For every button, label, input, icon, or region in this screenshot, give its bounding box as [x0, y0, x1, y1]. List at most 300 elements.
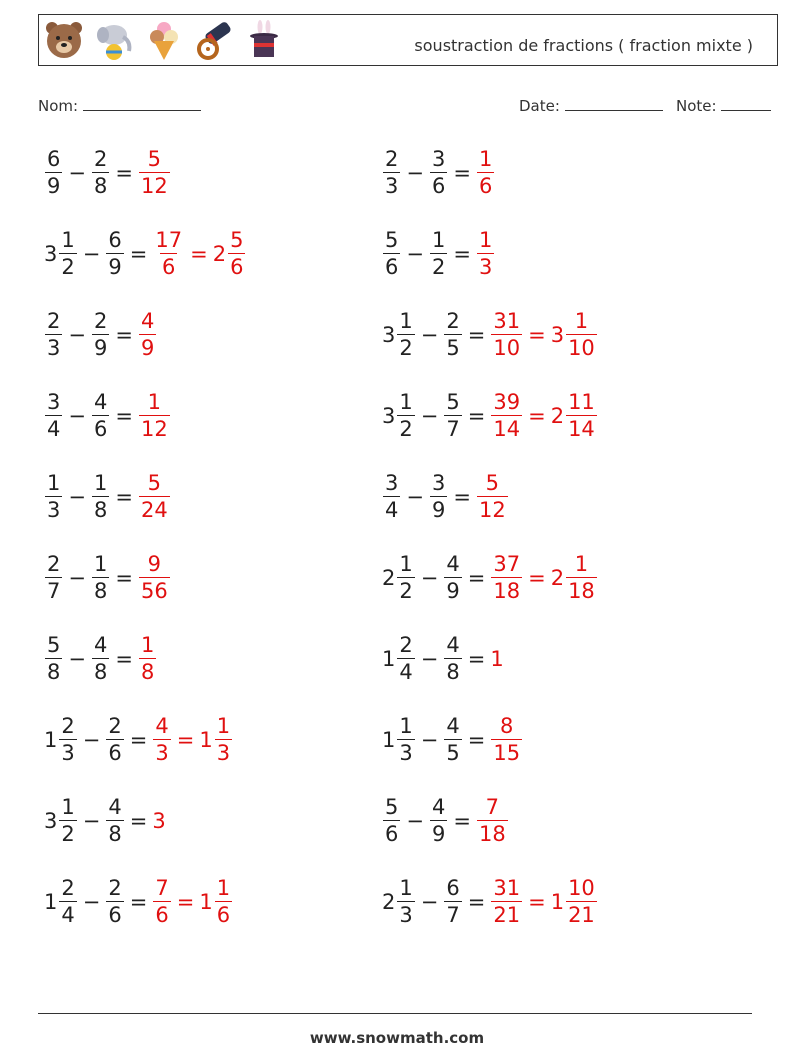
- problem-row: [44, 791, 167, 851]
- equals-sign: =: [467, 323, 486, 347]
- problem-row: [382, 386, 598, 446]
- denominator: 6: [230, 255, 244, 279]
- whole-number: 1: [550, 890, 565, 914]
- fraction: [444, 392, 461, 440]
- denominator: 5: [446, 741, 460, 765]
- fraction: [139, 554, 170, 602]
- fraction: [491, 311, 522, 359]
- numerator: 1: [140, 633, 155, 657]
- denominator: 6: [108, 741, 122, 765]
- problem-row: [382, 305, 598, 365]
- fraction: [92, 149, 109, 197]
- minus-sign: −: [68, 485, 86, 509]
- denominator: 2: [399, 417, 413, 441]
- whole-number: 1: [490, 647, 504, 671]
- minus-sign: −: [420, 728, 439, 752]
- denominator: 18: [493, 579, 521, 603]
- denominator: 2: [399, 336, 413, 360]
- minus-sign: −: [68, 323, 86, 347]
- denominator: 8: [93, 174, 108, 198]
- numerator: 3: [385, 471, 399, 495]
- denominator: 3: [155, 741, 169, 765]
- circus-elephant-icon: [93, 19, 135, 61]
- numerator: 2: [108, 714, 122, 738]
- numerator: 4: [93, 390, 108, 414]
- fraction: [45, 311, 62, 359]
- fraction: [491, 392, 522, 440]
- fraction: [444, 878, 461, 926]
- numerator: 37: [493, 552, 521, 576]
- minus-sign: −: [420, 566, 439, 590]
- numerator: 3: [431, 471, 446, 495]
- denominator: 4: [385, 498, 399, 522]
- denominator: 4: [399, 660, 413, 684]
- problem-row: [44, 629, 157, 689]
- denominator: 9: [446, 579, 460, 603]
- equals-sign: =: [129, 728, 148, 752]
- denominator: 9: [140, 336, 155, 360]
- fraction: [45, 554, 62, 602]
- whole-number: 2: [382, 566, 396, 590]
- fraction: [491, 716, 522, 764]
- minus-sign: −: [406, 485, 424, 509]
- numerator: 1: [61, 795, 75, 819]
- numerator: 1: [61, 228, 75, 252]
- denominator: 9: [93, 336, 108, 360]
- equals-sign: =: [453, 242, 471, 266]
- equals-sign: =: [129, 809, 148, 833]
- fraction: [383, 149, 400, 197]
- denominator: 7: [446, 903, 460, 927]
- numerator: 2: [61, 876, 75, 900]
- numerator: 1: [93, 552, 108, 576]
- denominator: 12: [140, 174, 168, 198]
- denominator: 4: [61, 903, 75, 927]
- numerator: 6: [446, 876, 460, 900]
- footer-divider: [38, 1013, 752, 1014]
- numerator: 3: [431, 147, 446, 171]
- denominator: 3: [47, 336, 61, 360]
- fraction: [59, 230, 76, 278]
- equals-sign: =: [190, 242, 208, 266]
- fraction: [397, 878, 414, 926]
- whole-number: 1: [199, 728, 213, 752]
- numerator: 2: [61, 714, 75, 738]
- numerator: 9: [147, 552, 162, 576]
- minus-sign: −: [82, 809, 101, 833]
- denominator: 9: [431, 498, 446, 522]
- fraction: [92, 635, 109, 683]
- equals-sign: =: [115, 323, 133, 347]
- denominator: 6: [385, 255, 399, 279]
- problem-row: [44, 305, 157, 365]
- denominator: 6: [478, 174, 493, 198]
- fraction: [397, 716, 414, 764]
- whole-number: 1: [382, 728, 396, 752]
- numerator: 2: [385, 147, 399, 171]
- denominator: 12: [140, 417, 168, 441]
- numerator: 2: [399, 633, 413, 657]
- footer-url: www.snowmath.com: [309, 1029, 485, 1047]
- numerator: 2: [108, 876, 122, 900]
- header-icons: [43, 19, 285, 63]
- denominator: 3: [61, 741, 75, 765]
- whole-number: 3: [44, 242, 58, 266]
- whole-number: 3: [382, 323, 396, 347]
- denominator: 3: [385, 174, 399, 198]
- fraction: [397, 635, 414, 683]
- fraction: [59, 716, 76, 764]
- denominator: 3: [47, 498, 61, 522]
- fraction: [444, 716, 461, 764]
- fraction: [477, 473, 508, 521]
- equals-sign: =: [467, 404, 486, 428]
- minus-sign: −: [420, 323, 439, 347]
- problem-row: [382, 629, 505, 689]
- denominator: 21: [568, 903, 595, 927]
- fraction: [430, 797, 447, 845]
- numerator: 6: [47, 147, 61, 171]
- problem-row: [44, 548, 171, 608]
- denominator: 8: [446, 660, 460, 684]
- numerator: 2: [47, 309, 61, 333]
- fraction: [566, 392, 597, 440]
- numerator: 1: [574, 309, 589, 333]
- denominator: 6: [155, 903, 169, 927]
- numerator: 4: [446, 714, 460, 738]
- denominator: 8: [47, 660, 61, 684]
- equals-sign: =: [528, 566, 546, 590]
- fraction: [139, 392, 170, 440]
- denominator: 12: [478, 498, 506, 522]
- problem-row: [44, 872, 233, 932]
- fraction: [59, 797, 76, 845]
- numerator: 5: [230, 228, 244, 252]
- numerator: 17: [155, 228, 183, 252]
- denominator: 4: [47, 417, 61, 441]
- minus-sign: −: [406, 161, 424, 185]
- numerator: 1: [478, 228, 493, 252]
- numerator: 1: [216, 714, 231, 738]
- numerator: 5: [385, 228, 399, 252]
- numerator: 1: [574, 552, 589, 576]
- fraction: [566, 878, 597, 926]
- denominator: 10: [493, 336, 521, 360]
- name-blank-line: [83, 96, 201, 111]
- numerator: 1: [147, 390, 162, 414]
- problem-row: [44, 467, 171, 527]
- fraction: [106, 878, 123, 926]
- numerator: 1: [478, 147, 493, 171]
- fraction: [153, 230, 184, 278]
- numerator: 7: [155, 876, 169, 900]
- minus-sign: −: [420, 647, 439, 671]
- fraction: [92, 473, 109, 521]
- fraction: [215, 716, 232, 764]
- numerator: 4: [446, 633, 460, 657]
- denominator: 9: [108, 255, 122, 279]
- denominator: 9: [47, 174, 61, 198]
- denominator: 7: [47, 579, 61, 603]
- numerator: 2: [446, 309, 460, 333]
- whole-number: 2: [550, 404, 565, 428]
- fraction: [139, 311, 156, 359]
- fraction: [228, 230, 245, 278]
- equals-sign: =: [176, 728, 195, 752]
- numerator: 31: [493, 309, 521, 333]
- minus-sign: −: [406, 242, 424, 266]
- fraction: [566, 554, 597, 602]
- numerator: 1: [93, 471, 108, 495]
- denominator: 2: [61, 822, 75, 846]
- numerator: 2: [93, 147, 108, 171]
- numerator: 1: [216, 876, 231, 900]
- fraction: [92, 311, 109, 359]
- denominator: 3: [216, 741, 231, 765]
- equals-sign: =: [467, 566, 486, 590]
- equals-sign: =: [467, 647, 486, 671]
- fraction: [430, 473, 447, 521]
- equals-sign: =: [115, 485, 133, 509]
- note-field: [676, 96, 771, 115]
- whole-number: 2: [550, 566, 565, 590]
- denominator: 2: [399, 579, 413, 603]
- equals-sign: =: [453, 485, 471, 509]
- denominator: 6: [385, 822, 399, 846]
- problem-row: [382, 791, 509, 851]
- fraction: [397, 311, 414, 359]
- fraction: [106, 230, 123, 278]
- denominator: 9: [431, 822, 446, 846]
- numerator: 1: [399, 552, 413, 576]
- problem-row: [382, 872, 598, 932]
- denominator: 8: [93, 579, 108, 603]
- numerator: 4: [140, 309, 155, 333]
- fraction: [430, 230, 447, 278]
- denominator: 18: [568, 579, 595, 603]
- whole-number: 1: [44, 890, 58, 914]
- fraction: [59, 878, 76, 926]
- denominator: 2: [61, 255, 75, 279]
- fraction: [153, 878, 170, 926]
- fraction: [153, 716, 170, 764]
- ice-cream-icon: [143, 19, 185, 61]
- whole-number: 1: [199, 890, 213, 914]
- fraction: [45, 392, 62, 440]
- denominator: 8: [93, 660, 108, 684]
- denominator: 3: [478, 255, 493, 279]
- equals-sign: =: [129, 242, 148, 266]
- numerator: 1: [399, 309, 413, 333]
- whole-number: 3: [152, 809, 166, 833]
- numerator: 7: [485, 795, 500, 819]
- minus-sign: −: [68, 161, 86, 185]
- denominator: 18: [478, 822, 506, 846]
- minus-sign: −: [82, 728, 101, 752]
- fraction: [45, 149, 62, 197]
- whole-number: 3: [550, 323, 565, 347]
- numerator: 3: [47, 390, 61, 414]
- fraction: [477, 149, 494, 197]
- equals-sign: =: [115, 566, 133, 590]
- whole-number: 1: [44, 728, 58, 752]
- numerator: 4: [155, 714, 169, 738]
- fraction: [139, 149, 170, 197]
- equals-sign: =: [453, 161, 471, 185]
- denominator: 2: [431, 255, 446, 279]
- numerator: 5: [446, 390, 460, 414]
- denominator: 14: [493, 417, 521, 441]
- problem-row: [382, 143, 495, 203]
- numerator: 4: [93, 633, 108, 657]
- note-label: Note:: [676, 97, 717, 115]
- denominator: 10: [568, 336, 595, 360]
- numerator: 6: [108, 228, 122, 252]
- fraction: [444, 635, 461, 683]
- fraction: [92, 554, 109, 602]
- problem-row: [44, 224, 246, 284]
- problem-row: [44, 710, 233, 770]
- denominator: 8: [140, 660, 155, 684]
- denominator: 24: [140, 498, 168, 522]
- date-label: Date:: [519, 97, 560, 115]
- equals-sign: =: [528, 404, 546, 428]
- fraction: [92, 392, 109, 440]
- date-field: [519, 96, 663, 115]
- numerator: 31: [493, 876, 521, 900]
- problem-row: [382, 467, 509, 527]
- cannon-icon: [193, 19, 235, 61]
- fraction: [491, 878, 522, 926]
- numerator: 11: [568, 390, 595, 414]
- equals-sign: =: [453, 809, 471, 833]
- numerator: 5: [385, 795, 399, 819]
- denominator: 8: [108, 822, 122, 846]
- numerator: 5: [47, 633, 61, 657]
- note-blank-line: [721, 96, 771, 111]
- denominator: 6: [93, 417, 108, 441]
- worksheet-header: [38, 14, 778, 66]
- fraction: [106, 797, 123, 845]
- worksheet-title: soustraction de fractions ( fraction mixte ): [414, 36, 753, 55]
- whole-number: 2: [382, 890, 396, 914]
- date-blank-line: [565, 96, 663, 111]
- numerator: 1: [47, 471, 61, 495]
- fraction: [477, 230, 494, 278]
- fraction: [444, 311, 461, 359]
- minus-sign: −: [68, 566, 86, 590]
- denominator: 6: [216, 903, 231, 927]
- fraction: [491, 554, 522, 602]
- problem-row: [382, 224, 495, 284]
- fraction: [45, 635, 62, 683]
- numerator: 1: [399, 714, 413, 738]
- problem-row: [382, 710, 523, 770]
- whole-number: 1: [382, 647, 396, 671]
- whole-number: 2: [212, 242, 227, 266]
- denominator: 3: [399, 903, 413, 927]
- numerator: 5: [147, 471, 162, 495]
- equals-sign: =: [528, 323, 546, 347]
- denominator: 6: [108, 903, 122, 927]
- whole-number: 3: [382, 404, 396, 428]
- fraction: [477, 797, 508, 845]
- numerator: 5: [485, 471, 500, 495]
- fraction: [215, 878, 232, 926]
- denominator: 3: [399, 741, 413, 765]
- minus-sign: −: [68, 647, 86, 671]
- denominator: 15: [493, 741, 521, 765]
- equals-sign: =: [115, 647, 133, 671]
- fraction: [139, 635, 156, 683]
- numerator: 4: [431, 795, 446, 819]
- minus-sign: −: [420, 404, 439, 428]
- fraction: [383, 797, 400, 845]
- whole-number: 3: [44, 809, 58, 833]
- minus-sign: −: [406, 809, 424, 833]
- numerator: 4: [446, 552, 460, 576]
- fraction: [106, 716, 123, 764]
- equals-sign: =: [176, 890, 195, 914]
- equals-sign: =: [467, 890, 486, 914]
- numerator: 8: [500, 714, 514, 738]
- numerator: 1: [431, 228, 446, 252]
- denominator: 8: [93, 498, 108, 522]
- fraction: [383, 473, 400, 521]
- denominator: 14: [568, 417, 595, 441]
- equals-sign: =: [528, 890, 546, 914]
- numerator: 1: [399, 876, 413, 900]
- numerator: 10: [568, 876, 595, 900]
- problem-row: [44, 143, 171, 203]
- problem-row: [44, 386, 171, 446]
- equals-sign: =: [115, 404, 133, 428]
- numerator: 5: [147, 147, 162, 171]
- fraction: [139, 473, 170, 521]
- bear-face-icon: [43, 19, 85, 61]
- denominator: 5: [446, 336, 460, 360]
- numerator: 2: [47, 552, 61, 576]
- denominator: 6: [431, 174, 446, 198]
- denominator: 7: [446, 417, 460, 441]
- denominator: 56: [140, 579, 168, 603]
- minus-sign: −: [82, 242, 101, 266]
- minus-sign: −: [420, 890, 439, 914]
- problem-row: [382, 548, 598, 608]
- minus-sign: −: [68, 404, 86, 428]
- numerator: 2: [93, 309, 108, 333]
- fraction: [397, 554, 414, 602]
- equals-sign: =: [467, 728, 486, 752]
- numerator: 1: [399, 390, 413, 414]
- denominator: 6: [162, 255, 176, 279]
- name-field: [38, 96, 201, 115]
- numerator: 4: [108, 795, 122, 819]
- equals-sign: =: [115, 161, 133, 185]
- equals-sign: =: [129, 890, 148, 914]
- denominator: 21: [493, 903, 521, 927]
- minus-sign: −: [82, 890, 101, 914]
- fraction: [397, 392, 414, 440]
- fraction: [566, 311, 597, 359]
- fraction: [430, 149, 447, 197]
- fraction: [45, 473, 62, 521]
- fraction: [444, 554, 461, 602]
- fraction: [383, 230, 400, 278]
- name-label: Nom:: [38, 97, 79, 115]
- numerator: 39: [493, 390, 521, 414]
- magic-hat-rabbit-icon: [243, 19, 285, 61]
